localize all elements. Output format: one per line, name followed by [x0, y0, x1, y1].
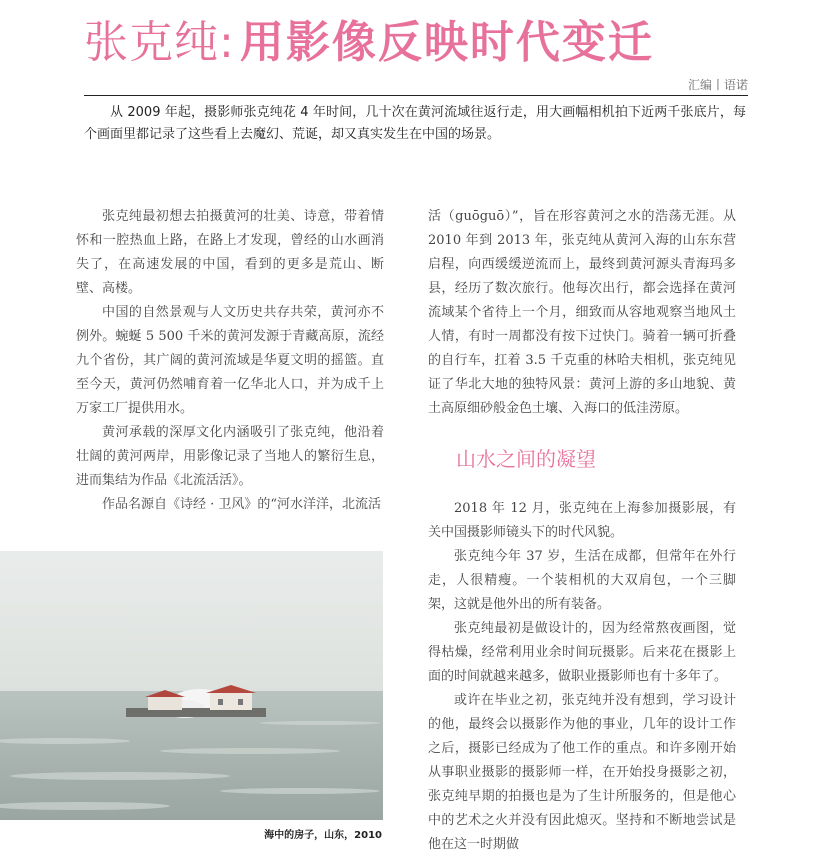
title-name: 张克纯 [84, 17, 219, 68]
title-colon: : [219, 17, 234, 68]
body-paragraph: 2018 年 12 月，张克纯在上海参加摄影展，有关中国摄影师镜头下的时代风貌。 [428, 501, 736, 540]
article-title [84, 6, 654, 76]
body-paragraph: 或许在毕业之初，张克纯并没有想到，学习设计的他，最终会以摄影作为他的事业，几年的设计工作之后，摄影已经成为了他工作的重点。和许多刚开始从事职业摄影的摄影师一样，在开始投身摄影之初，张克纯早期的拍摄也是为了生计所服务的，但是他心中的艺术之火并没有因此熄灭。坚持和不断地尝试是他在这一时期做 [428, 693, 736, 852]
intro-paragraph [84, 102, 746, 146]
byline: 汇编丨语诺 [687, 78, 748, 92]
body-paragraph: 中国的自然景观与人文历史共存共荣，黄河亦不例外。蜿蜒 5 500 千米的黄河发源于青藏高原，流经九个省份，其广阔的黄河流域是华夏文明的摇篮。直至今天，黄河仍然哺育着一亿华北人口，并为成千上万家工厂提供用水。 [76, 305, 384, 416]
body-paragraph: 张克纯最初想去拍摄黄河的壮美、诗意，带着情怀和一腔热血上路，在路上才发现，曾经的山水画消失了，在高速发展的中国，看到的更多是荒山、断壁、高楼。 [76, 209, 384, 296]
photo-caption: 海中的房子，山东，2010 [264, 830, 382, 841]
body-paragraph: 张克纯今年 37 岁，生活在成都，但常年在外行走，人很精瘦。一个装相机的大双肩包，一个三脚架，这就是他外出的所有装备。 [428, 549, 736, 612]
body-paragraph-continued: 活（guōguō）”，旨在形容黄河之水的浩荡无涯。从 2010 年到 2013 年，张克纯从黄河入海的山东东营启程，向西缓缓逆流而上，最终到黄河源头青海玛多县，经历了数次旅行。他每次出行，都会选择在黄河流域某个省待上一个月，细致而从容地观察当地风土人情，有时一周都没有按下过快门。骑着一辆可折叠的自行车，扛着 3.5 千克重的林哈夫相机，张克纯见证了华北大地的独特风景：黄河上游的多山地貌、黄土高原细砂般金色土壤、入海口的低洼涝原。 [428, 209, 736, 416]
body-paragraph: 张克纯最初是做设计的，因为经常熬夜画图，觉得枯燥，经常利用业余时间玩摄影。后来花在摄影上面的时间就越来越多，做职业摄影师也有十多年了。 [428, 621, 736, 684]
body-paragraph: 黄河承载的深厚文化内涵吸引了张克纯，他沿着壮阔的黄河两岸，用影像记录了当地人的繁衍生息，进而集结为作品《北流活活》。 [76, 425, 384, 488]
left-column [76, 205, 384, 517]
intro-text: 从 2009 年起，摄影师张克纯花 4 年时间，几十次在黄河流域往返行走，用大画幅相机拍下近两千张底片，每个画面里都记录了这些看上去魔幻、荒诞，却又真实发生在中国的场景。 [84, 105, 746, 142]
right-column [428, 205, 736, 857]
body-paragraph: 作品名源自《诗经 · 卫风》的“河水洋洋，北流活 [102, 497, 382, 512]
header-rule [84, 95, 748, 96]
section-subheading: 山水之间的凝望 [456, 447, 596, 471]
title-headline: 用影像反映时代变迁 [239, 17, 654, 68]
house-in-sea-photo [0, 551, 383, 820]
article-photo [0, 551, 383, 820]
